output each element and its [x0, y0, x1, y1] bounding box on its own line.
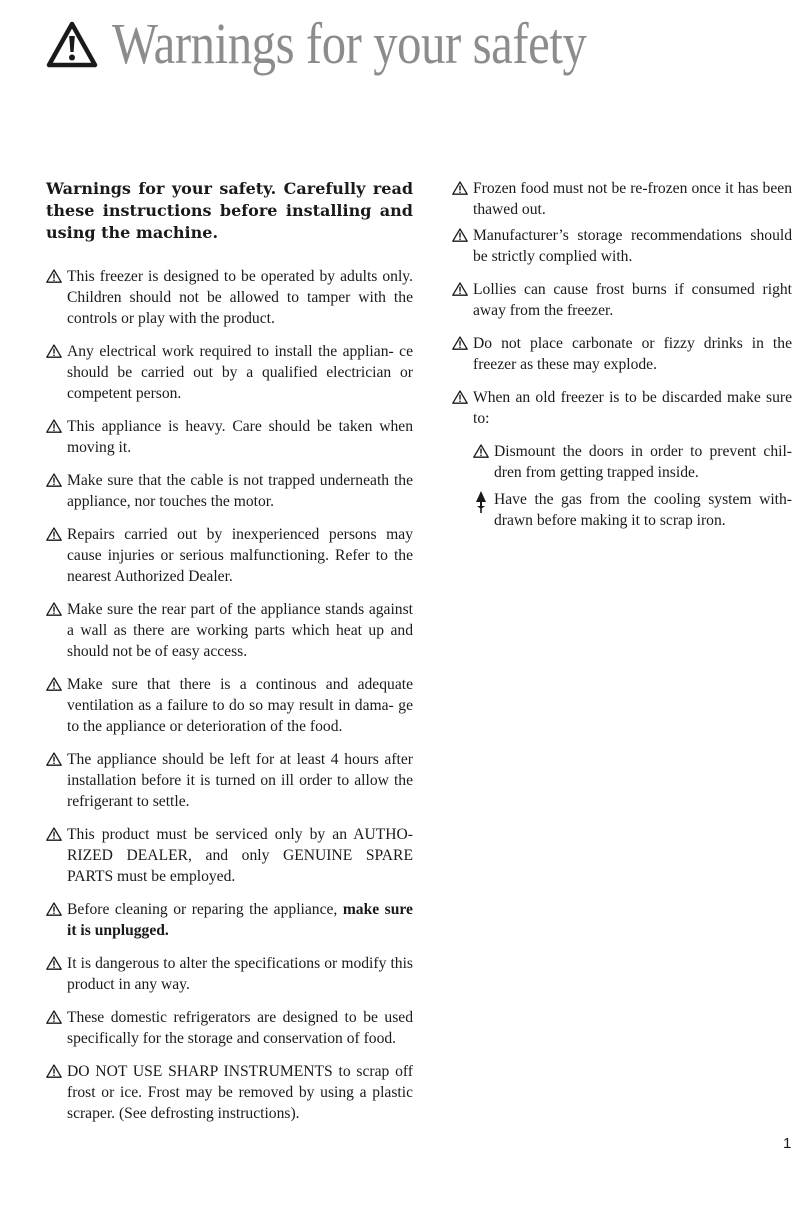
- disposal-sublist: [473, 441, 792, 531]
- warning-icon: [46, 752, 62, 766]
- warning-icon: [46, 602, 62, 616]
- warning-icon: [473, 444, 489, 458]
- warning-triangle-icon: [46, 21, 98, 69]
- warning-icon: [46, 1064, 62, 1078]
- warning-icon: [46, 419, 62, 433]
- warning-item: Manufacturer’s storage recommendations should be strictly complied with.: [452, 225, 792, 267]
- page-title: Warnings for your safety: [112, 11, 587, 76]
- warning-icon: [46, 473, 62, 487]
- intro-text: Warnings for your safety. Carefully read these instructions before installing and using the machine.: [46, 179, 413, 242]
- left-column: [46, 178, 413, 1136]
- warning-item: It is dangerous to alter the specifications or modify this product in any way.: [46, 953, 413, 995]
- warning-item: These domestic refrigerators are designed to be used specifically for the storage and conservation of food.: [46, 1007, 413, 1049]
- warning-icon: [46, 956, 62, 970]
- warning-icon: [452, 181, 468, 195]
- warning-item: Frozen food must not be re-frozen once it has been thawed out.: [452, 178, 792, 220]
- warning-icon: [452, 336, 468, 350]
- warning-item: When an old freezer is to be discarded make sure to:: [452, 387, 792, 429]
- warning-icon: [452, 390, 468, 404]
- warning-item: The appliance should be left for at least 4 hours after installation before it is turned on ill order to allow the refrigerant to settle.: [46, 749, 413, 812]
- sub-warning-item: Dismount the doors in order to prevent chil- dren from getting trapped inside.: [473, 441, 792, 483]
- warning-icon: [46, 902, 62, 916]
- warning-item: This appliance is heavy. Care should be taken when moving it.: [46, 416, 413, 458]
- tree-icon: [474, 491, 488, 513]
- warning-item: DO NOT USE SHARP INSTRUMENTS to scrap off frost or ice. Frost may be removed by using a plastic scraper. (See defrosting instructions).: [46, 1061, 413, 1124]
- warning-item: This freezer is designed to be operated by adults only. Children should not be allowed to tamper with the controls or play with the product.: [46, 266, 413, 329]
- warning-icon: [46, 344, 62, 358]
- warning-icon: [46, 527, 62, 541]
- sub-warning-item: Have the gas from the cooling system with- drawn before making it to scrap iron.: [473, 489, 792, 531]
- right-column: [452, 178, 792, 537]
- warning-item: Lollies can cause frost burns if consumed right away from the freezer.: [452, 279, 792, 321]
- warning-item: This product must be serviced only by an AUTHO- RIZED DEALER, and only GENUINE SPARE PARTS must be employed.: [46, 824, 413, 887]
- warning-icon: [46, 677, 62, 691]
- page-number: 1: [783, 1135, 792, 1152]
- warning-icon: [46, 1010, 62, 1024]
- warning-icon: [452, 282, 468, 296]
- warning-item: Make sure that the cable is not trapped underneath the appliance, nor touches the motor.: [46, 470, 413, 512]
- warning-item: Do not place carbonate or fizzy drinks in the freezer as these may explode.: [452, 333, 792, 375]
- warning-item: Make sure that there is a continous and adequate ventilation as a failure to do so may result in dama- ge to the appliance or deterioration of the food.: [46, 674, 413, 737]
- warning-item: Any electrical work required to install the applian- ce should be carried out by a qualified electrician or competent person.: [46, 341, 413, 404]
- warning-item: Make sure the rear part of the appliance stands against a wall as there are working parts which heat up and should not be of easy access.: [46, 599, 413, 662]
- warning-icon: [46, 827, 62, 841]
- warning-icon: [452, 228, 468, 242]
- warning-icon: [46, 269, 62, 283]
- warning-item-unplug: Before cleaning or reparing the appliance, make sure it is unplugged.: [46, 899, 413, 941]
- warning-item: Repairs carried out by inexperienced persons may cause injuries or serious malfunctioning. Refer to the nearest Authorized Dealer.: [46, 524, 413, 587]
- page-header: [46, 12, 677, 76]
